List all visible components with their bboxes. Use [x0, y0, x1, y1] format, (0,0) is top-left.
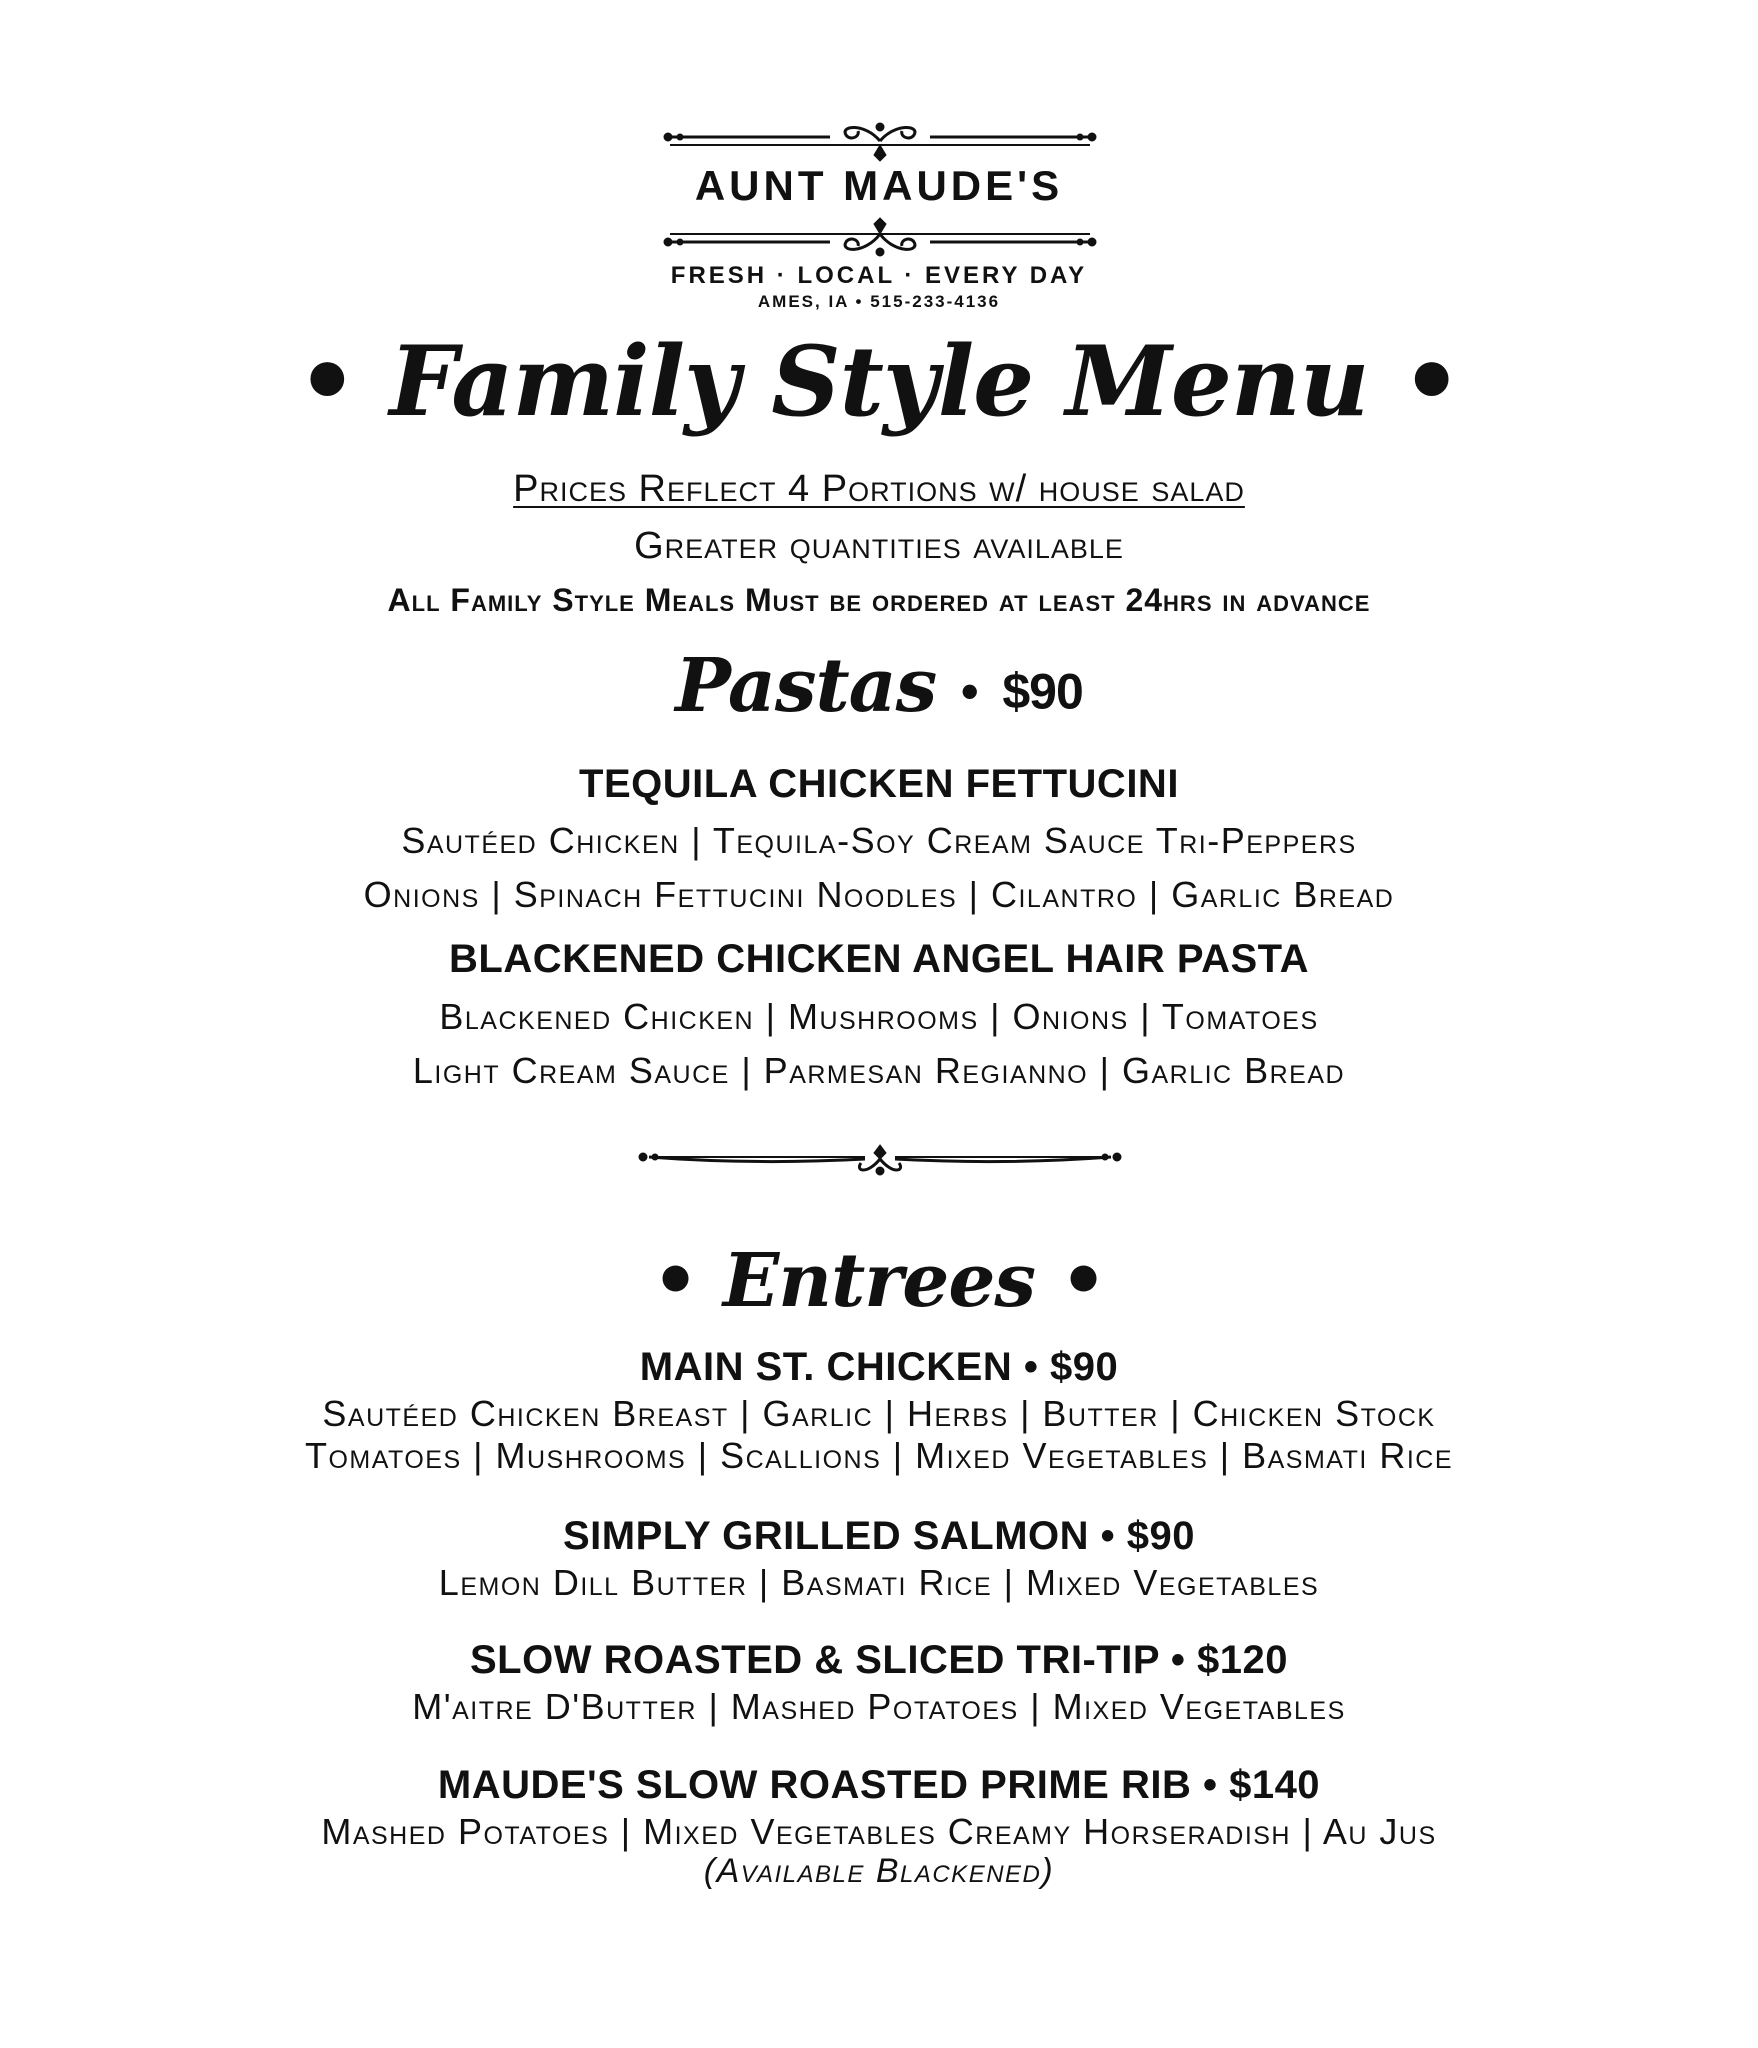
pastas-price: $90: [1002, 663, 1083, 720]
entree-item-desc: Tomatoes | Mushrooms | Scallions | Mixed Vegetables | Basmati Rice: [304, 1435, 1454, 1476]
pasta-item-desc: Light Cream Sauce | Parmesan Regianno | Garlic Bread: [412, 1050, 1346, 1091]
entree-item-name: SLOW ROASTED & SLICED TRI-TIP • $120: [469, 1638, 1289, 1682]
pastas-title: Pastas: [675, 643, 937, 729]
entree-item-desc: M'aitre D'Butter | Mashed Potatoes | Mixed Vegetables: [412, 1686, 1346, 1727]
advance-order-note: All Family Style Meals Must be ordered at least 24hrs in advance: [387, 582, 1371, 618]
logo-address: AMES, IA • 515-233-4136: [757, 292, 1001, 311]
logo-bottom-flourish-icon: [660, 212, 1100, 262]
logo-tagline: FRESH · LOCAL · EVERY DAY: [670, 262, 1088, 289]
pastas-separator: •: [961, 663, 978, 720]
entree-item-desc: Lemon Dill Butter | Basmati Rice | Mixed Vegetables: [438, 1562, 1320, 1603]
entree-item-name: MAUDE'S SLOW ROASTED PRIME RIB • $140: [437, 1763, 1321, 1807]
page-title: • Family Style Menu •: [296, 325, 1462, 438]
entree-item-desc: Mashed Potatoes | Mixed Vegetables Creamy Horseradish | Au Jus: [321, 1811, 1437, 1852]
logo-name: AUNT MAUDE'S: [694, 162, 1064, 209]
quantities-note: Greater quantities available: [634, 525, 1124, 567]
pasta-item-name: TEQUILA CHICKEN FETTUCINI: [579, 762, 1179, 806]
entrees-heading: • Entrees •: [651, 1238, 1107, 1324]
pasta-item-name: BLACKENED CHICKEN ANGEL HAIR PASTA: [449, 937, 1309, 981]
entree-item-desc: Sautéed Chicken Breast | Garlic | Herbs | Butter | Chicken Stock: [322, 1393, 1436, 1434]
pricing-note: [0, 468, 1758, 511]
logo-top-flourish-icon: [660, 115, 1100, 165]
entree-item-note: (Available Blackened): [703, 1852, 1055, 1890]
section-divider-icon: [635, 1135, 1125, 1185]
pasta-item-desc: Onions | Spinach Fettucini Noodles | Cilantro | Garlic Bread: [363, 874, 1395, 915]
entree-item-name: MAIN ST. CHICKEN • $90: [639, 1345, 1119, 1389]
pasta-item-desc: Sautéed Chicken | Tequila-Soy Cream Sauce Tri-Peppers: [401, 820, 1357, 861]
pricing-note-text: Prices Reflect 4 Portions w/ house salad: [513, 468, 1245, 510]
entree-item-name: SIMPLY GRILLED SALMON • $90: [562, 1514, 1196, 1558]
pastas-heading: [0, 643, 1758, 729]
pasta-item-desc: Blackened Chicken | Mushrooms | Onions | Tomatoes: [439, 996, 1319, 1037]
